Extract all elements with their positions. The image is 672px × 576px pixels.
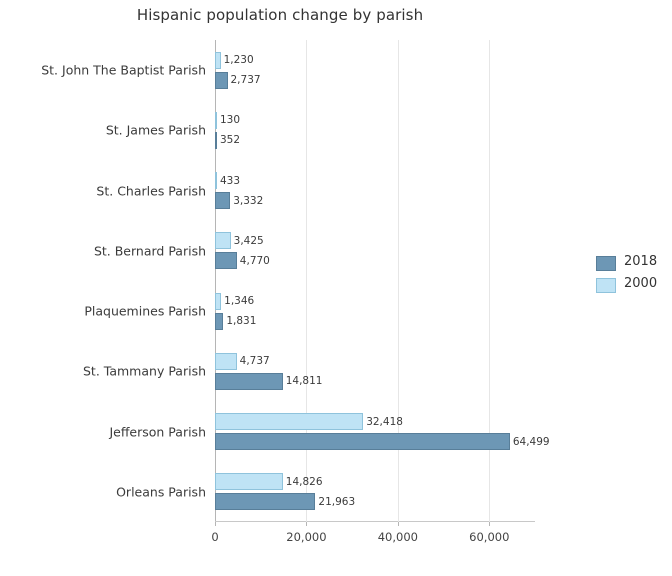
bar-value-label: 433 — [220, 174, 241, 187]
x-tick-mark — [215, 522, 216, 526]
legend-swatch — [596, 256, 616, 271]
bar-2000[interactable] — [215, 353, 270, 370]
legend-label: 2018 — [624, 254, 658, 269]
bar-2018[interactable] — [215, 192, 264, 209]
bar-value-label: 130 — [220, 114, 241, 127]
bar-value-label: 1,346 — [224, 295, 255, 308]
category-label: St. Bernard Parish — [93, 243, 206, 259]
legend-swatch — [596, 278, 616, 293]
bar-value-label: 2,737 — [230, 74, 261, 87]
category-label: St. James Parish — [105, 122, 206, 138]
bar-value-label: 352 — [220, 134, 241, 147]
bar-2000[interactable] — [215, 293, 255, 310]
bar-group — [84, 281, 535, 341]
chart-title: Hispanic population change by parish — [136, 6, 424, 24]
legend-item[interactable] — [596, 253, 672, 275]
bar-value-label: 14,811 — [285, 375, 323, 388]
legend-label: 2000 — [624, 276, 658, 291]
bar-2018[interactable] — [215, 72, 261, 89]
bar-group — [83, 341, 535, 401]
bar-value-label: 4,737 — [239, 355, 270, 368]
x-tick-label: 20,000 — [286, 530, 327, 544]
bar-value-label: 14,826 — [285, 475, 323, 488]
bar-2000[interactable] — [215, 413, 403, 430]
x-tick-mark — [306, 522, 307, 526]
bar-2000[interactable] — [215, 112, 241, 129]
x-tick-label: 0 — [211, 530, 219, 544]
bar-2000[interactable] — [215, 473, 323, 490]
bar-2000[interactable] — [215, 232, 264, 249]
bar-2018[interactable] — [215, 493, 356, 510]
bar-2018[interactable] — [215, 132, 241, 149]
x-tick-mark — [489, 522, 490, 526]
bar-value-label: 32,418 — [366, 415, 403, 428]
category-label: Jefferson Parish — [109, 424, 206, 440]
category-label: Orleans Parish — [116, 484, 206, 500]
legend-item[interactable] — [596, 275, 672, 297]
x-tick-label: 40,000 — [377, 530, 418, 544]
category-label: St. John The Baptist Parish — [41, 62, 206, 78]
bar-group — [93, 221, 535, 281]
bar-value-label: 64,499 — [512, 435, 550, 448]
plot-area — [41, 40, 550, 544]
bar-value-label: 1,230 — [223, 54, 254, 67]
bar-group — [96, 161, 535, 221]
bar-value-label: 3,332 — [233, 194, 264, 207]
bar-group — [109, 402, 550, 462]
bar-value-label: 3,425 — [233, 234, 264, 247]
bar-value-label: 21,963 — [318, 495, 356, 508]
bar-group — [41, 40, 535, 100]
bar-group — [116, 462, 535, 522]
bar-value-label: 4,770 — [239, 254, 270, 267]
chart-legend — [596, 253, 672, 297]
bar-group — [105, 100, 535, 160]
category-label: Plaquemines Parish — [84, 303, 206, 319]
bar-2018[interactable] — [215, 373, 323, 390]
category-label: St. Tammany Parish — [83, 363, 206, 379]
category-label: St. Charles Parish — [96, 183, 206, 199]
bar-2018[interactable] — [215, 252, 270, 269]
bar-2000[interactable] — [215, 172, 241, 189]
x-tick-mark — [398, 522, 399, 526]
bar-2018[interactable] — [215, 433, 550, 450]
bar-2018[interactable] — [215, 313, 257, 330]
bar-value-label: 1,831 — [226, 315, 257, 328]
x-tick-label: 60,000 — [469, 530, 510, 544]
bar-2000[interactable] — [215, 52, 254, 69]
